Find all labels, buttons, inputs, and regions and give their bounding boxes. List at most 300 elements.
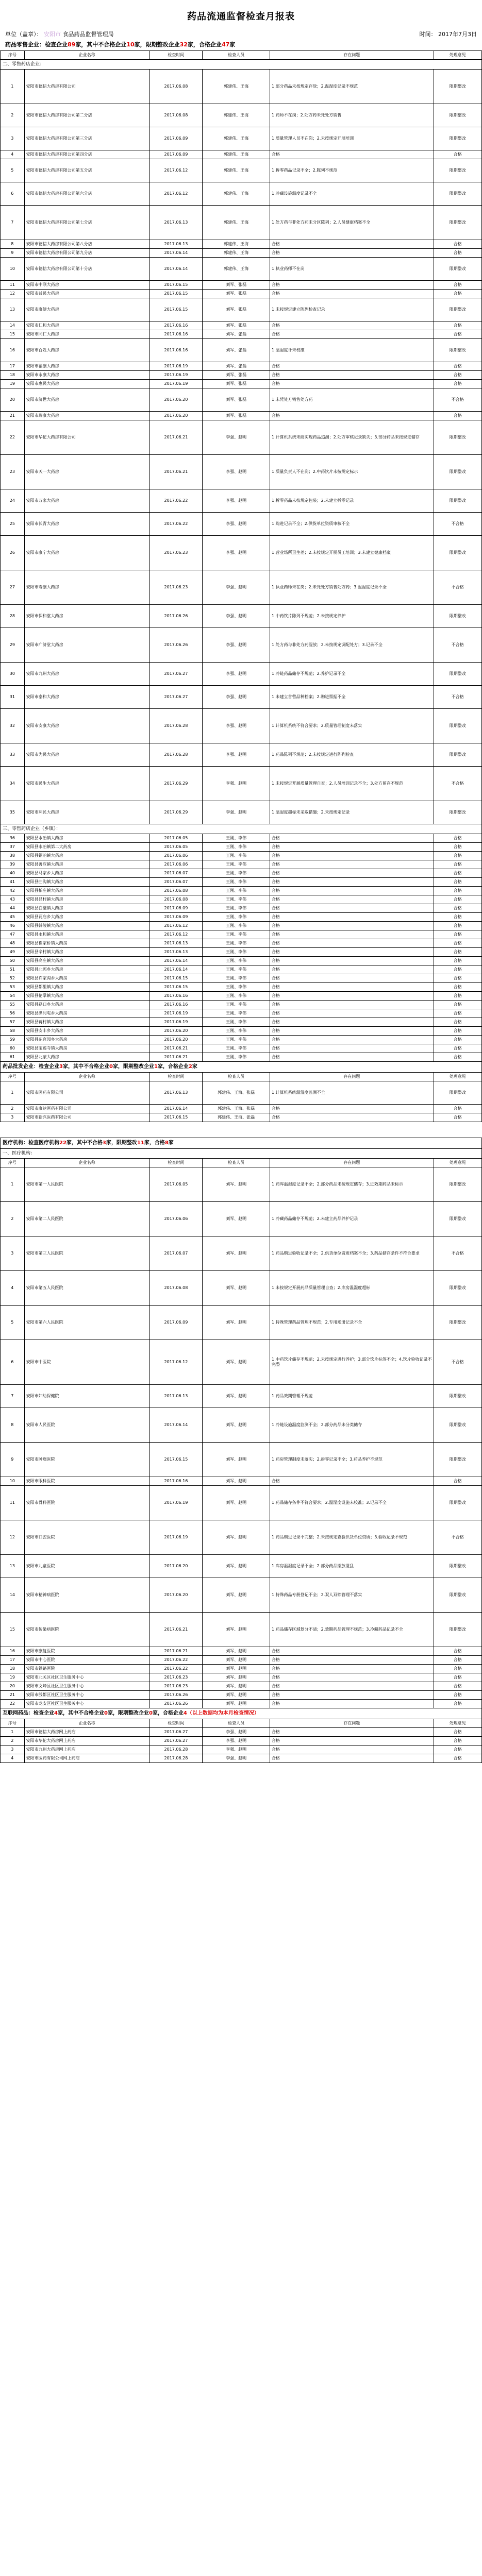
cell-date: 2017.06.23 [149, 1673, 203, 1682]
table-row [1, 1665, 482, 1673]
cell-issues: 合格 [270, 1477, 434, 1486]
cell-company: 安阳市第一人民医院 [24, 1167, 149, 1202]
table-header [1, 1073, 482, 1081]
cell-index: 34 [1, 767, 25, 801]
cell-company: 安阳市骨科医院 [24, 1486, 149, 1520]
cell-company: 安阳市德信大药房有限公司第四分店 [24, 150, 149, 159]
cell-inspectors: 李强、赵明 [203, 1754, 270, 1763]
cell-result: 合格 [434, 860, 481, 869]
cell-index: 27 [1, 570, 25, 605]
cell-date: 2017.06.08 [149, 895, 203, 904]
cell-date: 2017.06.16 [149, 1477, 203, 1486]
summary-rectify: 0 [148, 1710, 153, 1716]
cell-company: 安阳市医药有限公司网上药店 [24, 1754, 149, 1763]
cell-issues: 合格 [270, 290, 434, 298]
table-row [1, 1018, 482, 1027]
cell-inspectors: 王刚、李伟 [203, 1001, 270, 1009]
cell-date: 2017.06.09 [149, 913, 203, 922]
cell-issues: 合格 [270, 860, 434, 869]
table-row [1, 1340, 482, 1385]
cell-index: 16 [1, 1647, 25, 1656]
summary-checked: 22 [59, 1140, 67, 1146]
summary-text: 家，限期整改企业 [107, 1710, 149, 1716]
cell-date: 2017.06.23 [149, 1682, 203, 1691]
retail-rows [1, 60, 482, 420]
cell-index: 22 [1, 1700, 25, 1708]
cell-result: 限期整改 [434, 1408, 481, 1443]
table-row [1, 992, 482, 1001]
table-row [1, 1691, 482, 1700]
cell-index: 3 [1, 1745, 25, 1754]
cell-result: 限期整改 [434, 536, 481, 570]
cell-result: 不合格 [434, 513, 481, 536]
cell-inspectors: 刘军、赵明 [203, 1202, 270, 1236]
summary-text: 互联网药品：检查企业 [3, 1710, 54, 1716]
cell-result: 合格 [434, 1036, 481, 1044]
wholesale-summary [1, 1062, 482, 1073]
cell-result: 合格 [434, 930, 481, 939]
cell-issues: 合格 [270, 965, 434, 974]
cell-index: 25 [1, 513, 25, 536]
cell-index: 9 [1, 249, 25, 258]
cell-index: 14 [1, 321, 25, 330]
summary-rectify: 32 [179, 41, 188, 48]
summary-checked: 3 [59, 1064, 63, 1070]
cell-result: 合格 [434, 1053, 481, 1062]
table-row [1, 743, 482, 767]
col-issues: 存在问题 [270, 51, 434, 60]
cell-date: 2017.06.13 [149, 240, 203, 249]
cell-result: 合格 [434, 1027, 481, 1036]
cell-inspectors: 王刚、李伟 [203, 1053, 270, 1062]
cell-company: 安阳市德信大药房有限公司第九分店 [24, 249, 149, 258]
summary-text: 家，其中不合格企业 [62, 1064, 109, 1070]
summary-text: 家 [192, 1064, 197, 1070]
table-row [1, 70, 482, 104]
date-value: 2017年7月3日 [438, 31, 477, 38]
cell-index: 16 [1, 339, 25, 362]
cell-issues: 合格 [270, 1044, 434, 1053]
cell-inspectors: 王刚、李伟 [203, 1044, 270, 1053]
cell-inspectors: 王刚、李伟 [203, 878, 270, 887]
cell-index: 26 [1, 536, 25, 570]
cell-company: 安阳市保和堂大药房 [24, 605, 149, 628]
cell-inspectors: 李强、赵明 [203, 1728, 270, 1737]
table-row [1, 939, 482, 948]
cell-company: 安阳市华佗大药房网上药店 [24, 1737, 149, 1745]
cell-date: 2017.06.20 [149, 1555, 203, 1578]
cell-result: 不合格 [434, 388, 481, 412]
summary-rectify: 11 [137, 1140, 144, 1146]
table-row [1, 513, 482, 536]
cell-issues: 1.执业药师未在岗；2.未凭处方销售处方药；3.温湿度记录不全 [270, 570, 434, 605]
cell-index: 2 [1, 1105, 25, 1113]
cell-issues: 1.药品效期管理不规范 [270, 1385, 434, 1408]
cell-result: 合格 [434, 362, 481, 371]
cell-inspectors: 刘军、赵明 [203, 1520, 270, 1555]
cell-company: 安阳市康健大药房 [24, 298, 149, 321]
col-company: 企业名称 [24, 1719, 149, 1728]
cell-company: 安阳市传染病医院 [24, 1613, 149, 1647]
table-row [1, 388, 482, 412]
cell-index: 29 [1, 628, 25, 663]
report-title: 药品流通监督检查月报表 [187, 11, 295, 22]
cell-result: 合格 [434, 887, 481, 895]
cell-index: 4 [1, 1754, 25, 1763]
cell-index: 11 [1, 281, 25, 290]
cell-inspectors: 刘军、张磊 [203, 281, 270, 290]
cell-company: 安阳市济世大药房 [24, 388, 149, 412]
cell-inspectors: 郭建伟、王海 [203, 70, 270, 104]
cell-index: 49 [1, 948, 25, 957]
col-inspectors: 检查人员 [203, 1719, 270, 1728]
cell-company: 安阳县宝莲寺镇大药房 [24, 1044, 149, 1053]
cell-result: 合格 [434, 1018, 481, 1027]
cell-date: 2017.06.26 [149, 1691, 203, 1700]
cell-company: 安阳市瑞康大药房 [24, 412, 149, 420]
cell-index: 40 [1, 869, 25, 878]
cell-issues: 1.药品储存条件不符合要求；2.温湿度设施未校准；3.记录不全 [270, 1486, 434, 1520]
cell-date: 2017.06.07 [149, 1236, 203, 1271]
table-row [1, 834, 482, 843]
cell-company: 安阳县善应镇大药房 [24, 860, 149, 869]
table-row [1, 1167, 482, 1202]
table-row [1, 489, 482, 513]
cell-index: 2 [1, 1737, 25, 1745]
table-row [1, 1443, 482, 1477]
table-row [1, 1113, 482, 1122]
cell-date: 2017.06.29 [149, 801, 203, 824]
summary-text: 家，合格 [144, 1140, 165, 1146]
cell-date: 2017.06.14 [149, 258, 203, 281]
spacer [1, 1122, 482, 1138]
cell-date: 2017.06.19 [149, 1018, 203, 1027]
cell-date: 2017.06.19 [149, 371, 203, 380]
cell-issues: 合格 [270, 1009, 434, 1018]
col-issues: 存在问题 [270, 1719, 434, 1728]
cell-company: 安阳市德信大药房有限公司第二分店 [24, 104, 149, 127]
cell-issues: 1.计算机系统不符合要求；2.质量管理制度未落实 [270, 709, 434, 743]
cell-issues: 合格 [270, 869, 434, 878]
table-row [1, 1647, 482, 1656]
cell-inspectors: 刘军、赵明 [203, 1477, 270, 1486]
report-date [420, 30, 477, 38]
table-row [1, 913, 482, 922]
cell-result: 合格 [434, 371, 481, 380]
cell-issues: 合格 [270, 330, 434, 339]
cell-inspectors: 刘军、赵明 [203, 1682, 270, 1691]
cell-result: 合格 [434, 948, 481, 957]
cell-index: 51 [1, 965, 25, 974]
cell-inspectors: 刘军、赵明 [203, 1578, 270, 1613]
cell-date: 2017.06.06 [149, 860, 203, 869]
cell-inspectors: 王刚、李伟 [203, 843, 270, 852]
cell-inspectors: 王刚、李伟 [203, 930, 270, 939]
cell-index: 60 [1, 1044, 25, 1053]
cell-inspectors: 郭建伟、王海 [203, 182, 270, 206]
cell-result: 限期整改 [434, 127, 481, 150]
cell-inspectors: 王刚、李伟 [203, 1009, 270, 1018]
cell-inspectors: 王刚、李伟 [203, 887, 270, 895]
cell-company: 安阳市百姓大药房 [24, 339, 149, 362]
section-label: 二、零售药店企业： [1, 60, 482, 70]
cell-issues: 合格 [270, 380, 434, 388]
cell-company: 安阳市第五人民医院 [24, 1271, 149, 1306]
cell-date: 2017.06.15 [149, 1113, 203, 1122]
table-header [1, 1159, 482, 1167]
table-row [1, 182, 482, 206]
cell-result: 不合格 [434, 686, 481, 709]
cell-company: 安阳市中联大药房 [24, 281, 149, 290]
cell-company: 安阳市长青大药房 [24, 513, 149, 536]
col-index: 序号 [1, 51, 25, 60]
cell-inspectors: 李强、赵明 [203, 743, 270, 767]
cell-company: 安阳县洪河屯乡大药房 [24, 1009, 149, 1018]
cell-issues: 1.未按规定建立陈列检查记录 [270, 298, 434, 321]
table-row [1, 330, 482, 339]
cell-result: 合格 [434, 904, 481, 913]
summary-text: 家，其中不合格企业 [57, 1710, 104, 1716]
cell-inspectors: 刘军、赵明 [203, 1647, 270, 1656]
internet-summary [1, 1708, 482, 1719]
cell-index: 41 [1, 878, 25, 887]
cell-result: 限期整改 [434, 206, 481, 240]
cell-issues: 1.处方药与非处方药未分区陈列；2.人员健康档案不全 [270, 206, 434, 240]
cell-date: 2017.06.27 [149, 686, 203, 709]
cell-issues: 1.未按规定开展药品质量管理自查；2.库房温湿度超标 [270, 1271, 434, 1306]
table-row [1, 1737, 482, 1745]
summary-qualified: 4 [183, 1710, 187, 1716]
cell-result: 合格 [434, 1673, 481, 1682]
cell-date: 2017.06.19 [149, 1009, 203, 1018]
table-row [1, 1009, 482, 1018]
cell-result: 合格 [434, 1700, 481, 1708]
cell-index: 43 [1, 895, 25, 904]
summary-text: 药品零售企业：检查企业 [5, 41, 68, 48]
cell-result: 限期整改 [434, 1081, 481, 1105]
summary-qualified: 8 [164, 1140, 169, 1146]
cell-date: 2017.06.12 [149, 922, 203, 930]
cell-date: 2017.06.21 [149, 1044, 203, 1053]
cell-index: 2 [1, 1202, 25, 1236]
cell-date: 2017.06.26 [149, 605, 203, 628]
cell-issues: 1.中药饮片储存不规范；2.未按规定进行养护；3.部分饮片标签不全；4.饮片验收记录不完整 [270, 1340, 434, 1385]
cell-issues: 合格 [270, 834, 434, 843]
summary-text: 家，限期整改企业 [134, 41, 180, 48]
cell-issues: 合格 [270, 852, 434, 860]
cell-issues: 合格 [270, 948, 434, 957]
col-date: 检查时间 [149, 1159, 203, 1167]
table-row [1, 104, 482, 127]
summary-text: 家，合格企业 [187, 41, 222, 48]
cell-index: 9 [1, 1443, 25, 1477]
cell-inspectors: 郭建伟、王海 [203, 150, 270, 159]
cell-date: 2017.06.08 [149, 887, 203, 895]
cell-company: 安阳县北郭乡大药房 [24, 965, 149, 974]
cell-result: 合格 [434, 843, 481, 852]
cell-issues: 1.质量负责人不在岗；2.中药饮片未按规定标示 [270, 455, 434, 489]
medical-summary [1, 1138, 482, 1149]
cell-date: 2017.06.26 [149, 1700, 203, 1708]
table-row [1, 249, 482, 258]
cell-inspectors: 王刚、李伟 [203, 948, 270, 957]
cell-company: 安阳县马家乡大药房 [24, 869, 149, 878]
cell-inspectors: 刘军、张磊 [203, 362, 270, 371]
cell-company: 安阳市新兴医药有限公司 [24, 1113, 149, 1122]
cell-issues: 合格 [270, 1745, 434, 1754]
unit-label: 单位（盖章）： [5, 31, 42, 38]
retail-summary [0, 40, 482, 48]
cell-issues: 合格 [270, 922, 434, 930]
cell-issues: 合格 [270, 1027, 434, 1036]
table-row [1, 1682, 482, 1691]
cell-result: 合格 [434, 869, 481, 878]
cell-result: 限期整改 [434, 1443, 481, 1477]
cell-company: 安阳市口腔医院 [24, 1520, 149, 1555]
cell-result: 限期整改 [434, 801, 481, 824]
cell-company: 安阳市万家大药房 [24, 489, 149, 513]
cell-company: 安阳市安康大药房 [24, 709, 149, 743]
cell-index: 6 [1, 1340, 25, 1385]
cell-issues: 1.营业场所卫生差；2.未按规定开展员工培训；3.未建立健康档案 [270, 536, 434, 570]
summary-checked: 4 [54, 1710, 58, 1716]
unit-info [5, 30, 114, 38]
cell-result: 合格 [434, 321, 481, 330]
cell-date: 2017.06.22 [149, 1665, 203, 1673]
report-page [0, 9, 482, 1763]
cell-inspectors: 刘军、赵明 [203, 1167, 270, 1202]
cell-inspectors: 李强、赵明 [203, 420, 270, 455]
cell-inspectors: 王刚、李伟 [203, 852, 270, 860]
cell-index: 8 [1, 1408, 25, 1443]
cell-date: 2017.06.29 [149, 767, 203, 801]
unit-line [0, 30, 482, 38]
cell-company: 安阳市眼科医院 [24, 1477, 149, 1486]
cell-date: 2017.06.22 [149, 489, 203, 513]
table-row [1, 983, 482, 992]
cell-issues: 1.冷藏设施温度记录不全 [270, 182, 434, 206]
summary-text: 家，限期整改 [106, 1140, 137, 1146]
cell-inspectors: 刘军、张磊 [203, 290, 270, 298]
table-row [1, 1477, 482, 1486]
table-row [1, 895, 482, 904]
cell-inspectors: 李强、赵明 [203, 686, 270, 709]
cell-company: 安阳县韩陵镇大药房 [24, 922, 149, 930]
table-row [1, 869, 482, 878]
cell-date: 2017.06.27 [149, 663, 203, 686]
cell-inspectors: 李强、赵明 [203, 1745, 270, 1754]
cell-issues: 合格 [270, 321, 434, 330]
cell-index: 23 [1, 455, 25, 489]
summary-unqualified: 3 [102, 1140, 106, 1146]
cell-date: 2017.06.07 [149, 878, 203, 887]
cell-inspectors: 王刚、李伟 [203, 957, 270, 965]
cell-index: 57 [1, 1018, 25, 1027]
cell-company: 安阳市益民大药房 [24, 290, 149, 298]
cell-index: 17 [1, 1656, 25, 1665]
cell-company: 安阳市天一大药房 [24, 455, 149, 489]
cell-result: 合格 [434, 1647, 481, 1656]
col-date: 检查时间 [149, 1073, 203, 1081]
table-row [1, 258, 482, 281]
summary-unqualified: 0 [109, 1064, 113, 1070]
summary-text: 家，其中不合格 [66, 1140, 103, 1146]
cell-inspectors: 刘军、赵明 [203, 1306, 270, 1340]
cell-inspectors: 刘军、赵明 [203, 1236, 270, 1271]
cell-date: 2017.06.15 [149, 298, 203, 321]
col-company: 企业名称 [24, 1073, 149, 1081]
summary-text: 家，合格企业 [152, 1710, 184, 1716]
cell-result: 合格 [434, 412, 481, 420]
cell-issues: 合格 [270, 895, 434, 904]
col-result: 处理意见 [434, 51, 481, 60]
summary-unqualified: 10 [126, 41, 135, 48]
cell-index: 21 [1, 1691, 25, 1700]
wholesale-summary-row [1, 1062, 482, 1081]
table-row [1, 1700, 482, 1708]
cell-inspectors: 王刚、李伟 [203, 834, 270, 843]
cell-company: 安阳市德信大药房网上药店 [24, 1728, 149, 1737]
cell-company: 安阳市民生大药房 [24, 767, 149, 801]
cell-date: 2017.06.14 [149, 965, 203, 974]
cell-index: 3 [1, 1113, 25, 1122]
table-row [1, 339, 482, 362]
cell-index: 14 [1, 1578, 25, 1613]
cell-company: 安阳县伦掌镇大药房 [24, 992, 149, 1001]
retail-rows-detailed [1, 420, 482, 824]
summary-text: 家 [168, 1140, 174, 1146]
cell-date: 2017.06.12 [149, 159, 203, 182]
cell-company: 安阳市德信大药房有限公司第七分店 [24, 206, 149, 240]
cell-index: 19 [1, 380, 25, 388]
table-header [1, 1719, 482, 1728]
cell-index: 7 [1, 206, 25, 240]
table-row [1, 852, 482, 860]
table-row [1, 801, 482, 824]
cell-result: 限期整改 [434, 663, 481, 686]
cell-issues: 1.部分药品未按规定存放；2.温湿度记录不规范 [270, 70, 434, 104]
cell-result: 合格 [434, 380, 481, 388]
cell-inspectors: 李强、赵明 [203, 489, 270, 513]
table-row [1, 1105, 482, 1113]
table-row [1, 150, 482, 159]
cell-result: 限期整改 [434, 1271, 481, 1306]
cell-company: 安阳市康宁大药房 [24, 536, 149, 570]
col-date: 检查时间 [149, 1719, 203, 1728]
cell-company: 安阳市妇幼保健院 [24, 1385, 149, 1408]
cell-result: 不合格 [434, 1340, 481, 1385]
cell-issues: 合格 [270, 1673, 434, 1682]
cell-issues: 合格 [270, 249, 434, 258]
cell-date: 2017.06.20 [149, 1027, 203, 1036]
cell-index: 22 [1, 420, 25, 455]
summary-text: 医疗机构：检查医疗机构 [3, 1140, 59, 1146]
cell-index: 39 [1, 860, 25, 869]
summary-text: 家，限期整改企业 [112, 1064, 154, 1070]
cell-index: 32 [1, 709, 25, 743]
cell-date: 2017.06.06 [149, 1202, 203, 1236]
cell-result: 合格 [434, 1001, 481, 1009]
cell-result: 合格 [434, 290, 481, 298]
cell-date: 2017.06.06 [149, 852, 203, 860]
cell-issues: 合格 [270, 930, 434, 939]
cell-issues: 1.未凭处方销售处方药 [270, 388, 434, 412]
table-row [1, 1728, 482, 1737]
cell-inspectors: 刘军、张磊 [203, 371, 270, 380]
cell-result: 合格 [434, 1477, 481, 1486]
cell-result: 合格 [434, 1754, 481, 1763]
cell-result: 限期整改 [434, 1613, 481, 1647]
